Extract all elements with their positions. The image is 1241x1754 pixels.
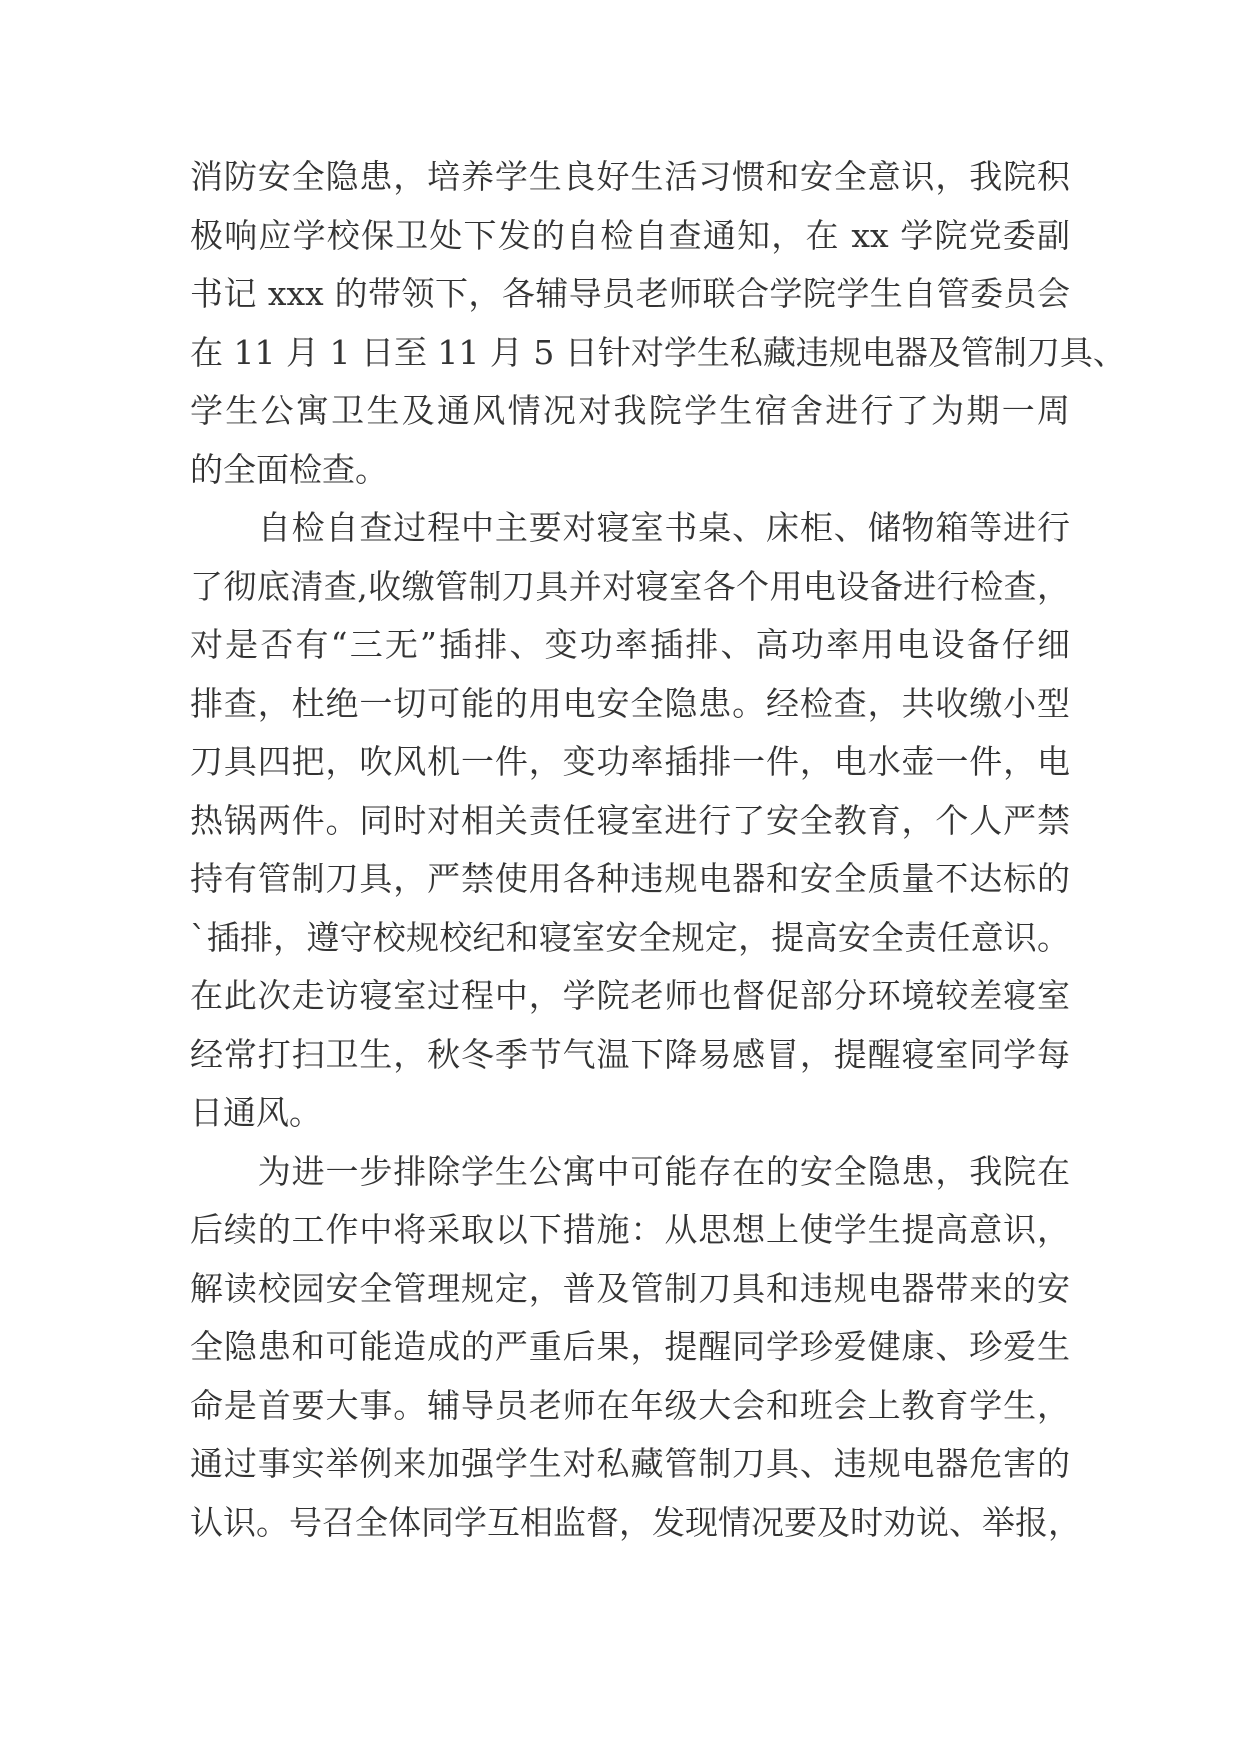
text-line: 书记 xxx 的带领下，各辅导员老师联合学院学生自管委员会 xyxy=(190,274,1070,313)
text-line: 在此次走访寝室过程中，学院老师也督促部分环境较差寝室 xyxy=(190,976,1070,1015)
text-line: 对是否有“三无”插排、变功率插排、高功率用电设备仔细 xyxy=(190,625,1070,664)
text-line: 的全面检查。 xyxy=(190,449,388,489)
text-line: 自检自查过程中主要对寝室书桌、床柜、储物箱等进行 xyxy=(190,508,1070,547)
text-line: `插排，遵守校规校纪和寝室安全规定，提高安全责任意识。 xyxy=(190,917,1070,957)
text-line: 认识。号召全体同学互相监督，发现情况要及时劝说、举报， xyxy=(190,1502,1081,1542)
text-line: 排查，杜绝一切可能的用电安全隐患。经检查，共收缴小型 xyxy=(190,683,1070,723)
text-line: 学生公寓卫生及通风情况对我院学生宿舍进行了为期一周 xyxy=(190,391,1070,430)
text-line: 日通风。 xyxy=(190,1093,322,1132)
text-line: 通过事实举例来加强学生对私藏管制刀具、违规电器危害的 xyxy=(190,1444,1070,1483)
text-line: 刀具四把，吹风机一件，变功率插排一件，电水壶一件，电 xyxy=(190,742,1070,781)
text-line: 在 11 月 1 日至 11 月 5 日针对学生私藏违规电器及管制刀具、 xyxy=(190,332,1126,372)
paragraph xyxy=(190,148,1126,499)
text-line: 消防安全隐患，培养学生良好生活习惯和安全意识，我院积 xyxy=(190,157,1070,196)
paragraph xyxy=(190,499,1070,1143)
text-line: 解读校园安全管理规定，普及管制刀具和违规电器带来的安 xyxy=(190,1268,1070,1308)
text-line: 了彻底清查,收缴管制刀具并对寝室各个用电设备进行检查， xyxy=(190,566,1070,606)
text-line: 经常打扫卫生，秋冬季节气温下降易感冒，提醒寝室同学每 xyxy=(190,1034,1070,1074)
text-line: 极响应学校保卫处下发的自检自查通知，在 xx 学院党委副 xyxy=(190,215,1070,255)
text-line: 持有管制刀具，严禁使用各种违规电器和安全质量不达标的 xyxy=(190,859,1070,898)
paragraph xyxy=(190,1143,1081,1553)
document-body xyxy=(190,148,1126,1552)
text-line: 全隐患和可能造成的严重后果，提醒同学珍爱健康、珍爱生 xyxy=(190,1327,1070,1366)
text-line: 热锅两件。同时对相关责任寝室进行了安全教育，个人严禁 xyxy=(190,800,1070,840)
text-line: 命是首要大事。辅导员老师在年级大会和班会上教育学生， xyxy=(190,1385,1070,1425)
text-line: 后续的工作中将采取以下措施：从思想上使学生提高意识， xyxy=(190,1210,1070,1249)
text-line: 为进一步排除学生公寓中可能存在的安全隐患，我院在 xyxy=(190,1151,1070,1191)
